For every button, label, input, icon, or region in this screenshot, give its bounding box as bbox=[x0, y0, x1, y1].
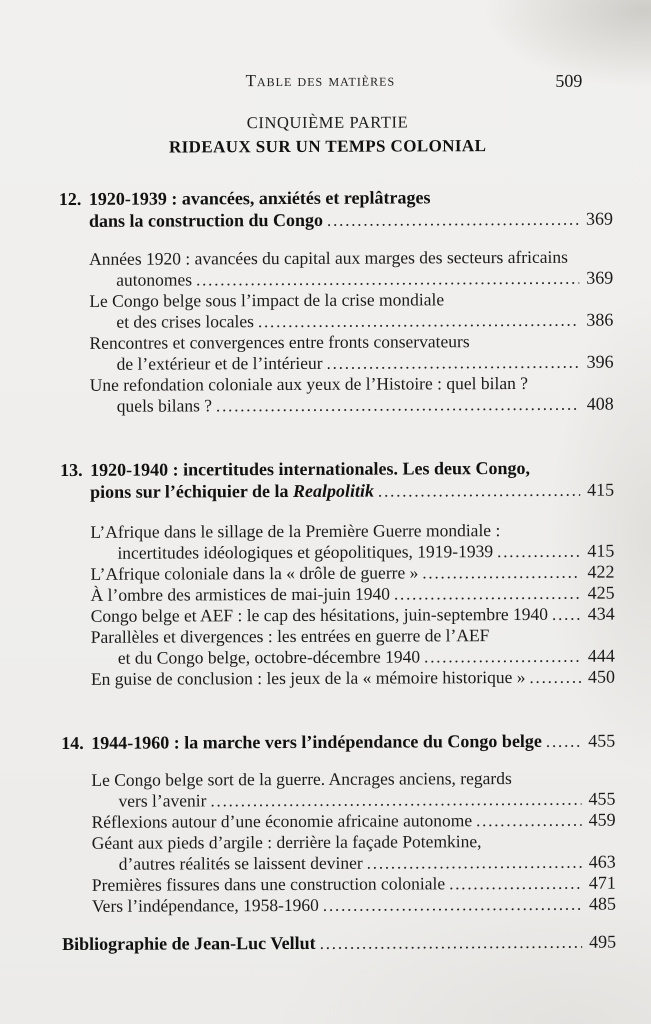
toc-entry bbox=[90, 562, 614, 585]
chapter-section bbox=[60, 457, 615, 690]
toc-entry-text: de l’extérieur et de l’intérieur bbox=[116, 352, 323, 374]
page-ref: 422 bbox=[587, 561, 615, 582]
chapter-number: 13. bbox=[60, 459, 83, 480]
dot-leader bbox=[320, 932, 583, 955]
toc-entry-line bbox=[92, 831, 616, 854]
toc-entry bbox=[89, 247, 613, 291]
toc-entry-line bbox=[92, 894, 616, 917]
toc-entry-line bbox=[91, 667, 615, 690]
dot-leader bbox=[327, 209, 579, 232]
chapter-title-line bbox=[89, 186, 613, 210]
toc-entry bbox=[91, 604, 615, 627]
dot-leader bbox=[367, 852, 582, 874]
dot-leader bbox=[497, 541, 580, 562]
toc-entry-text: En guise de conclusion : les jeux de la « mémoire historique » bbox=[90, 666, 526, 689]
page-header-title: Table des matières bbox=[245, 70, 396, 91]
page-ref: 455 bbox=[588, 730, 616, 751]
toc-entry-line bbox=[89, 268, 613, 291]
page-ref: 369 bbox=[585, 208, 614, 229]
toc-entry-line bbox=[90, 520, 614, 543]
toc-entry-text: L’Afrique coloniale dans la « drôle de guerre » bbox=[90, 562, 419, 584]
toc-chapters bbox=[59, 186, 616, 917]
toc-entry-line bbox=[91, 789, 615, 812]
toc-entry-text: Réflexions autour d’une économie africaine autonome bbox=[91, 810, 473, 832]
page-ref: 485 bbox=[588, 893, 616, 914]
toc-entry-line bbox=[90, 352, 614, 375]
toc-entry-text: Vers l’indépendance, 1958-1960 bbox=[91, 894, 319, 916]
chapter-title bbox=[90, 457, 614, 504]
toc-entry-text: À l’ombre des armistices de mai-juin 1940 bbox=[90, 583, 391, 605]
chapter-title-line bbox=[90, 479, 614, 504]
chapter-heading bbox=[61, 730, 615, 755]
chapter-number: 12. bbox=[58, 188, 82, 209]
part-label: CINQUIÈME PARTIE bbox=[246, 112, 409, 133]
chapter-title-text: 1920-1939 : avancées, anxiétés et replâtrages bbox=[88, 187, 431, 209]
chapter-title-line bbox=[91, 730, 615, 755]
chapter-title-line bbox=[90, 457, 614, 481]
page-ref: 444 bbox=[587, 645, 615, 666]
chapter-section bbox=[61, 730, 616, 917]
toc-entry-text: quels bilans ? bbox=[116, 395, 213, 416]
toc-entry-text: et du Congo belge, octobre-décembre 1940 bbox=[117, 646, 421, 668]
toc-entry-line bbox=[90, 562, 614, 585]
chapter-heading bbox=[60, 457, 614, 504]
chapter-number: 14. bbox=[61, 732, 84, 753]
page-ref: 455 bbox=[588, 788, 616, 809]
toc-entry-text: Une refondation coloniale aux yeux de l’Histoire : quel bilan ? bbox=[89, 372, 529, 395]
toc-entry-text: vers l’avenir bbox=[118, 790, 207, 811]
page-ref: 425 bbox=[587, 582, 615, 603]
dot-leader bbox=[196, 268, 579, 291]
toc-entry-line bbox=[92, 810, 616, 833]
toc-entry-text: Le Congo belge sous l’impact de la crise mondiale bbox=[89, 289, 445, 311]
chapter-title-text: 1920-1940 : incertitudes internationales. Les deux Congo, bbox=[90, 457, 531, 480]
page-number: 509 bbox=[555, 70, 583, 91]
toc-entry-line bbox=[89, 247, 613, 270]
toc-entry-line bbox=[92, 852, 616, 875]
running-header bbox=[58, 70, 612, 94]
toc-entry-text: Parallèles et divergences : les entrées en guerre de l’AEF bbox=[90, 625, 490, 647]
toc-entry bbox=[90, 520, 614, 564]
dot-leader bbox=[323, 894, 582, 916]
toc-entry-text: Rencontres et convergences entre fronts conservateurs bbox=[89, 331, 470, 353]
toc-entry-text: Congo belge et AEF : le cap des hésitations, juin-septembre 1940 bbox=[90, 603, 549, 626]
page-ref: 408 bbox=[586, 393, 614, 414]
dot-leader bbox=[378, 480, 580, 503]
chapter-title bbox=[89, 186, 613, 233]
dot-leader bbox=[424, 646, 581, 668]
page-ref: 434 bbox=[587, 603, 615, 624]
page-ref: 415 bbox=[587, 479, 615, 500]
toc-entry bbox=[92, 831, 616, 875]
toc-entry-line bbox=[91, 625, 615, 648]
page-ref: 386 bbox=[586, 309, 614, 330]
chapter-title-text: pions sur l’échiquier de la Realpolitik bbox=[90, 480, 375, 502]
chapter-title bbox=[91, 730, 615, 755]
toc-entry-line bbox=[90, 541, 614, 564]
page-ref: 369 bbox=[586, 267, 614, 288]
dot-leader bbox=[529, 667, 581, 688]
chapter-title-text: dans la construction du Congo bbox=[88, 209, 324, 231]
toc-entry-line bbox=[89, 331, 613, 354]
dot-leader bbox=[216, 394, 580, 417]
toc-entry-text: L’Afrique dans le sillage de la Première Guerre mondiale : bbox=[90, 520, 501, 542]
toc-entry-line bbox=[91, 583, 615, 606]
toc-entry-line bbox=[90, 373, 614, 396]
toc-entry-line bbox=[92, 873, 616, 896]
toc-entry-line bbox=[91, 604, 615, 627]
toc-entry-line bbox=[89, 310, 613, 333]
chapter-entries bbox=[61, 768, 616, 917]
page-ref: 415 bbox=[587, 540, 615, 561]
dot-leader bbox=[422, 562, 580, 584]
toc-entry bbox=[91, 768, 615, 812]
toc-entry-line bbox=[90, 394, 614, 417]
toc-entry bbox=[91, 667, 615, 690]
dot-leader bbox=[552, 604, 581, 625]
dot-leader bbox=[327, 352, 580, 374]
page-ref: 463 bbox=[588, 851, 616, 872]
toc-entry bbox=[89, 289, 613, 333]
chapter-entries bbox=[59, 247, 614, 417]
toc-entry-text: autonomes bbox=[116, 269, 193, 290]
toc-entry-text: Géant aux pieds d’argile : derrière la façade Potemkine, bbox=[91, 831, 482, 853]
dot-leader bbox=[210, 789, 581, 812]
chapter-section bbox=[59, 186, 614, 417]
page-content bbox=[58, 0, 616, 956]
toc-entry bbox=[92, 894, 616, 917]
toc-entry-line bbox=[89, 289, 613, 312]
toc-entry-text: d’autres réalités se laissent deviner bbox=[118, 852, 363, 874]
chapter-entries bbox=[60, 520, 615, 690]
toc-entry bbox=[91, 625, 615, 669]
page-ref: 396 bbox=[586, 351, 614, 372]
chapter-title-text: 1944-1960 : la marche vers l’indépendance du Congo belge bbox=[91, 730, 542, 753]
chapter-title-line bbox=[89, 208, 613, 233]
page-ref: 459 bbox=[588, 809, 616, 830]
toc-entry bbox=[92, 873, 616, 896]
toc-entry bbox=[89, 331, 613, 375]
toc-entry bbox=[90, 373, 614, 417]
dot-leader bbox=[394, 583, 581, 605]
page-ref: 450 bbox=[587, 666, 616, 687]
toc-entry-line bbox=[91, 646, 615, 669]
dot-leader bbox=[546, 731, 581, 753]
page-ref: 471 bbox=[588, 872, 616, 893]
toc-entry-line bbox=[91, 768, 615, 791]
toc-entry bbox=[91, 583, 615, 606]
toc-entry-text: incertitudes idéologiques et géopolitiques, 1919-1939 bbox=[117, 541, 494, 563]
toc-entry-text: Premières fissures dans une construction coloniale bbox=[91, 873, 446, 895]
part-title: RIDEAUX SUR UN TEMPS COLONIAL bbox=[168, 136, 487, 157]
dot-leader bbox=[449, 873, 582, 895]
toc-entry bbox=[92, 810, 616, 833]
toc-entry-text: et des crises locales bbox=[116, 311, 254, 332]
toc-entry-text: Le Congo belge sort de la guerre. Ancrages anciens, regards bbox=[91, 768, 512, 790]
chapter-heading bbox=[59, 186, 613, 233]
bibliography-label: Bibliographie de Jean-Luc Vellut bbox=[62, 932, 316, 954]
dot-leader bbox=[258, 310, 580, 332]
toc-entry-text: Années 1920 : avancées du capital aux marges des secteurs africains bbox=[89, 246, 568, 269]
bibliography-entry bbox=[62, 931, 616, 956]
dot-leader bbox=[476, 810, 582, 831]
chapter-title-italic: Realpolitik bbox=[292, 480, 375, 501]
bibliography-page: 495 bbox=[589, 931, 617, 952]
